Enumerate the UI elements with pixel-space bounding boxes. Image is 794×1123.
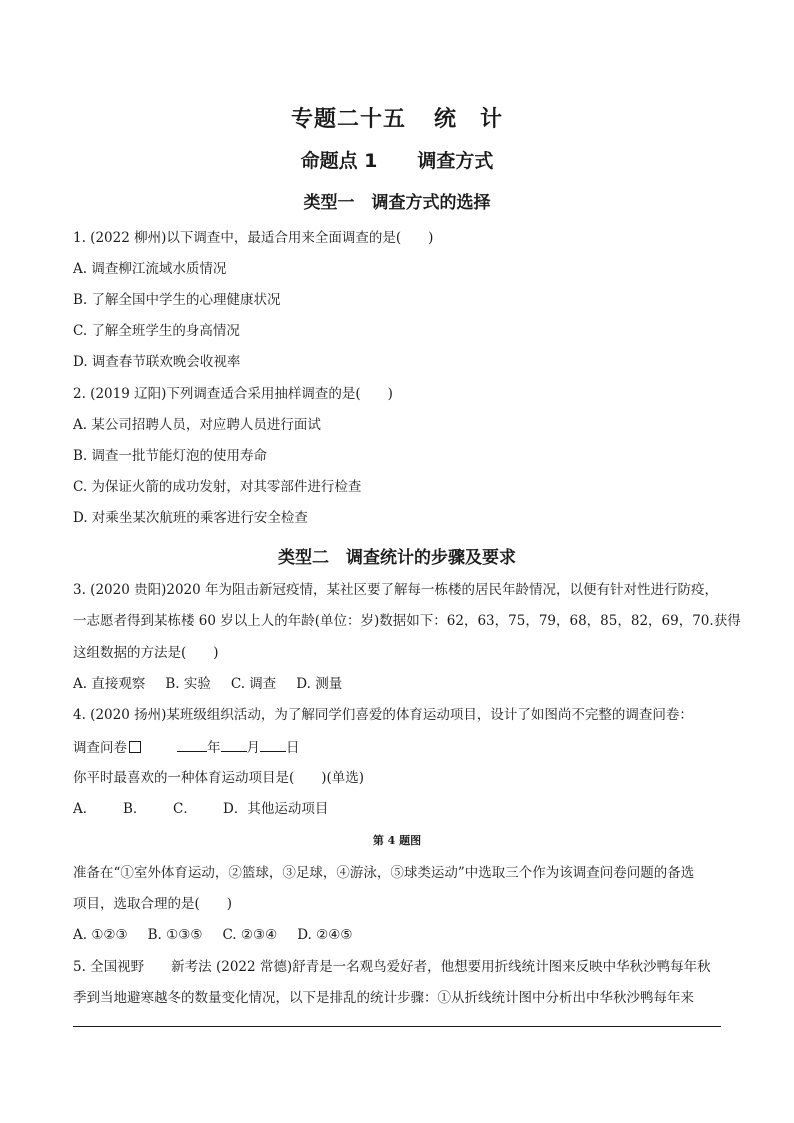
blank-month (221, 737, 247, 752)
survey-title: 调查问卷 (73, 740, 127, 756)
survey-year: 年 (207, 740, 221, 756)
survey-header (73, 737, 300, 758)
q4-option-d: D. ②④⑤ (297, 927, 353, 943)
q3-options (73, 674, 362, 694)
q2-stem: 2. (2019 辽阳)下列调查适合采用抽样调查的是( ) (73, 386, 393, 402)
blank-day (260, 737, 286, 752)
point-title (0, 146, 794, 173)
section-heading-type1: 类型一 调查方式的选择 (303, 193, 491, 213)
survey-option-a: A． (73, 801, 97, 817)
q4-option-a: A. ①②③ (73, 927, 128, 943)
q1-option-c: C. 了解全班学生的身高情况 (73, 323, 240, 339)
q3-line-3: 这组数据的方法是( ) (73, 645, 219, 661)
footer-rule (73, 1026, 721, 1027)
q4-body-2: 项目，选取合理的是( ) (73, 896, 233, 912)
blank-year (177, 737, 207, 752)
section-heading-type2: 类型二 调查统计的步骤及要求 (278, 548, 516, 568)
q1-option-d: D. 调查春节联欢晚会收视率 (73, 354, 241, 370)
q4-body-1: 准备在“①室外体育运动，②篮球，③足球，④游泳，⑤球类运动”中选取三个作为该调查问卷问题的备选 (73, 865, 695, 881)
survey-option-b: B． (123, 801, 147, 817)
survey-day: 日 (286, 740, 300, 756)
q4-option-c: C. ②③④ (222, 927, 278, 943)
topic-title (0, 102, 794, 133)
survey-checkbox-icon (129, 741, 141, 753)
q1-stem: 1. (2022 柳州)以下调查中，最适合用来全面调查的是( ) (73, 230, 434, 246)
q3-line-1: 3. (2020 贵阳)2020 年为阻击新冠疫情，某社区要了解每一栋楼的居民年龄情况，以便有针对性进行防疫， (73, 582, 718, 598)
q5-line-1: 5. 全国视野 新考法 (2022 常德)舒青是一名观鸟爱好者，他想要用折线统计图来反映中华秋沙鸭每年秋 (73, 959, 711, 975)
q4-options (73, 925, 372, 945)
q2-option-b: B. 调查一批节能灯泡的使用寿命 (73, 448, 268, 464)
point-label: 命题点 1 (300, 150, 378, 172)
topic-title-main: 专题二十五 (290, 107, 406, 132)
survey-option-d: D．其他运动项目 (223, 801, 329, 817)
q3-line-2: 一志愿者得到某栋楼 60 岁以上人的年龄(单位：岁)数据如下：62，63，75，79，68，85，82，69，70.获得 (73, 613, 741, 629)
survey-month: 月 (246, 740, 260, 756)
q3-option-a: A. 直接观察 (73, 676, 146, 692)
q4-option-b: B. ①③⑤ (147, 927, 203, 943)
q3-option-d: D. 测量 (296, 676, 343, 692)
survey-option-c: C． (173, 801, 197, 817)
survey-options (73, 799, 328, 819)
q2-option-a: A. 某公司招聘人员，对应聘人员进行面试 (73, 417, 321, 433)
survey-question: 你平时最喜欢的一种体育运动项目是( )(单选) (73, 770, 365, 786)
figure-caption: 第 4 题图 (372, 834, 422, 847)
q1-option-b: B. 了解全国中学生的心理健康状况 (73, 292, 281, 308)
q4-stem: 4. (2020 扬州)某班级组织活动，为了解同学们喜爱的体育运动项目，设计了如图尚不完整的调查问卷： (73, 707, 693, 723)
point-name: 调查方式 (417, 150, 494, 172)
q2-option-c: C. 为保证火箭的成功发射，对其零部件进行检查 (73, 479, 362, 495)
q3-option-b: B. 实验 (165, 676, 211, 692)
q5-line-2: 季到当地避寒越冬的数量变化情况，以下是排乱的统计步骤：①从折线统计图中分析出中华秋沙鸭每年来 (73, 990, 694, 1006)
q3-option-c: C. 调查 (230, 676, 277, 692)
topic-title-sub: 统 计 (434, 107, 504, 132)
q2-option-d: D. 对乘坐某次航班的乘客进行安全检查 (73, 510, 308, 526)
q1-option-a: A. 调查柳江流域水质情况 (73, 261, 227, 277)
